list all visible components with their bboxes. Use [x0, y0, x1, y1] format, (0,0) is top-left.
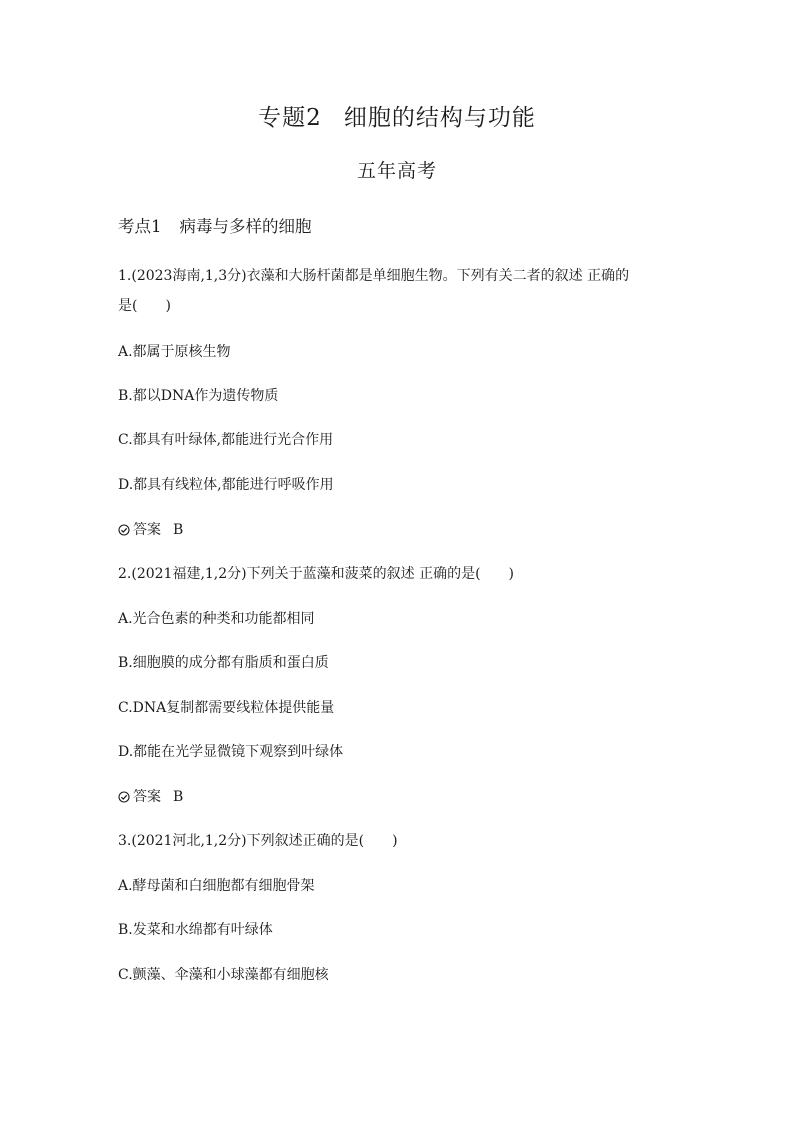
question-2-option-b: B.细胞膜的成分都有脂质和蛋白质 — [118, 655, 329, 671]
question-2-option-c: C.DNA复制都需要线粒体提供能量 — [118, 700, 335, 716]
question-3-stem-line1: 3.(2021河北,1,2分)下列叙述正确的是( ) — [118, 833, 398, 849]
question-2-answer — [118, 787, 183, 807]
title-main: 细胞的结构与功能 — [343, 105, 536, 131]
section-name: 病毒与多样的细胞 — [179, 217, 312, 236]
question-1-answer — [118, 520, 183, 540]
check-circle-icon — [118, 524, 130, 536]
question-1-stem-line2: 是( ) — [118, 298, 171, 314]
page-title — [0, 102, 794, 134]
answer-value: B — [173, 522, 184, 538]
question-3-option-c: C.颤藻、伞藻和小球藻都有细胞核 — [118, 967, 329, 983]
question-2-option-a: A.光合色素的种类和功能都相同 — [118, 611, 315, 627]
question-2-option-d: D.都能在光学显微镜下观察到叶绿体 — [118, 744, 344, 760]
answer-value: B — [173, 789, 184, 805]
question-1-option-d: D.都具有线粒体,都能进行呼吸作用 — [118, 477, 334, 493]
question-1-option-c: C.都具有叶绿体,都能进行光合作用 — [118, 432, 334, 448]
question-3-option-a: A.酵母菌和白细胞都有细胞骨架 — [118, 878, 315, 894]
question-1-option-b: B.都以DNA作为遗传物质 — [118, 388, 279, 404]
title-prefix: 专题2 — [258, 105, 322, 131]
answer-label: 答案 — [133, 522, 161, 538]
question-1-stem-line1: 1.(2023海南,1,3分)衣藻和大肠杆菌都是单细胞生物。下列有关二者的叙述 正确的 — [118, 268, 630, 284]
section-number: 考点1 — [118, 217, 162, 236]
section-heading — [118, 215, 312, 239]
answer-label: 答案 — [133, 789, 161, 805]
question-2-stem-line1: 2.(2021福建,1,2分)下列关于蓝藻和菠菜的叙述 正确的是( ) — [118, 566, 514, 582]
page-subtitle: 五年高考 — [356, 160, 437, 182]
question-3-option-b: B.发菜和水绵都有叶绿体 — [118, 922, 273, 938]
check-circle-icon — [118, 791, 130, 803]
question-1-option-a: A.都属于原核生物 — [118, 344, 231, 360]
